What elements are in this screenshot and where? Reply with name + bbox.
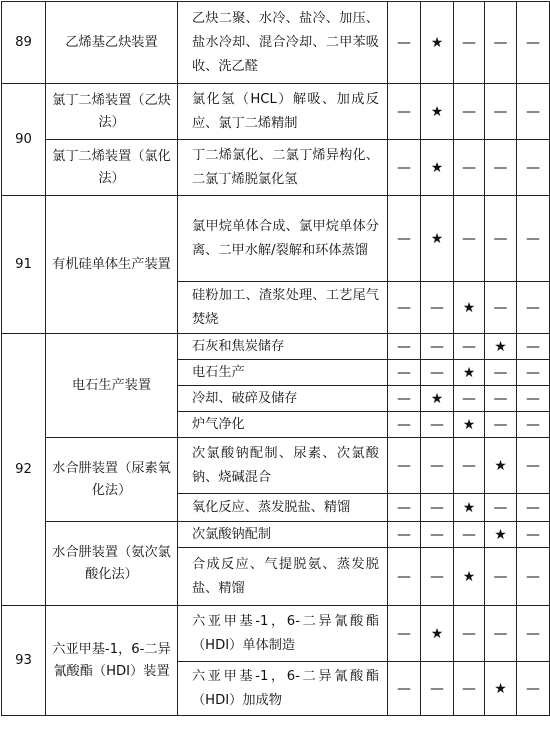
category-mark: — bbox=[485, 84, 517, 140]
category-mark: — bbox=[421, 662, 454, 716]
table-row bbox=[2, 140, 550, 196]
category-mark: — bbox=[485, 282, 517, 334]
item-number: 93 bbox=[2, 606, 46, 716]
process-description: 氧化反应、蒸发脱盐、精馏 bbox=[178, 494, 388, 522]
category-mark: — bbox=[388, 548, 421, 606]
category-mark: — bbox=[421, 522, 454, 548]
category-mark: ★ bbox=[485, 334, 517, 360]
category-mark: — bbox=[454, 522, 485, 548]
device-name: 有机硅单体生产装置 bbox=[46, 196, 178, 334]
category-mark: — bbox=[517, 548, 550, 606]
category-mark: ★ bbox=[454, 494, 485, 522]
category-mark: — bbox=[388, 386, 421, 412]
category-mark: — bbox=[388, 438, 421, 494]
process-description: 六亚甲基-1，6-二异氰酸酯（HDI）加成物 bbox=[178, 662, 388, 716]
table-row bbox=[2, 2, 550, 84]
table-row bbox=[2, 438, 550, 494]
process-description: 冷却、破碎及储存 bbox=[178, 386, 388, 412]
category-mark: — bbox=[388, 606, 421, 662]
category-mark: — bbox=[388, 140, 421, 196]
category-mark: ★ bbox=[454, 360, 485, 386]
category-mark: — bbox=[454, 334, 485, 360]
category-mark: — bbox=[388, 2, 421, 84]
category-mark: — bbox=[517, 84, 550, 140]
category-mark: — bbox=[485, 494, 517, 522]
process-description: 氯化氢（HCL）解吸、加成反应、氯丁二烯精制 bbox=[178, 84, 388, 140]
process-description: 六亚甲基-1，6-二异氰酸酯（HDI）单体制造 bbox=[178, 606, 388, 662]
category-mark: — bbox=[388, 334, 421, 360]
category-mark: — bbox=[517, 282, 550, 334]
category-mark: — bbox=[454, 140, 485, 196]
category-mark: — bbox=[421, 360, 454, 386]
category-mark: ★ bbox=[454, 548, 485, 606]
category-mark: — bbox=[517, 196, 550, 282]
category-mark: — bbox=[517, 140, 550, 196]
category-mark: — bbox=[421, 282, 454, 334]
process-description: 炉气净化 bbox=[178, 412, 388, 438]
category-mark: — bbox=[517, 494, 550, 522]
category-mark: — bbox=[517, 360, 550, 386]
category-mark: — bbox=[388, 494, 421, 522]
category-mark: — bbox=[388, 360, 421, 386]
category-mark: ★ bbox=[421, 140, 454, 196]
category-mark: ★ bbox=[421, 196, 454, 282]
category-mark: — bbox=[454, 662, 485, 716]
category-mark: — bbox=[517, 334, 550, 360]
classification-table bbox=[1, 1, 550, 716]
category-mark: — bbox=[388, 522, 421, 548]
category-mark: ★ bbox=[485, 522, 517, 548]
category-mark: — bbox=[485, 360, 517, 386]
category-mark: — bbox=[517, 522, 550, 548]
category-mark: — bbox=[485, 386, 517, 412]
category-mark: — bbox=[485, 196, 517, 282]
process-description: 丁二烯氯化、二氯丁烯异构化、二氯丁烯脱氯化氢 bbox=[178, 140, 388, 196]
process-description: 次氯酸钠配制 bbox=[178, 522, 388, 548]
table-row bbox=[2, 334, 550, 360]
process-description: 乙炔二聚、水冷、盐冷、加压、盐水冷却、混合冷却、二甲苯吸收、洗乙醛 bbox=[178, 2, 388, 84]
category-mark: — bbox=[421, 334, 454, 360]
device-name: 六亚甲基-1，6-二异氰酸酯（HDI）装置 bbox=[46, 606, 178, 716]
category-mark: — bbox=[454, 2, 485, 84]
category-mark: — bbox=[388, 196, 421, 282]
process-description: 次氯酸钠配制、尿素、次氯酸钠、烧碱混合 bbox=[178, 438, 388, 494]
category-mark: — bbox=[421, 494, 454, 522]
category-mark: — bbox=[517, 662, 550, 716]
category-mark: ★ bbox=[421, 386, 454, 412]
device-name: 水合肼装置（尿素氧化法） bbox=[46, 438, 178, 522]
item-number: 90 bbox=[2, 84, 46, 196]
category-mark: — bbox=[388, 282, 421, 334]
item-number: 91 bbox=[2, 196, 46, 334]
device-name: 水合肼装置（氨次氯酸化法） bbox=[46, 522, 178, 606]
category-mark: — bbox=[485, 548, 517, 606]
table-row bbox=[2, 84, 550, 140]
category-mark: — bbox=[517, 412, 550, 438]
category-mark: — bbox=[517, 606, 550, 662]
table-row bbox=[2, 196, 550, 282]
category-mark: — bbox=[517, 386, 550, 412]
category-mark: — bbox=[454, 84, 485, 140]
category-mark: — bbox=[454, 196, 485, 282]
category-mark: ★ bbox=[454, 412, 485, 438]
category-mark: — bbox=[485, 412, 517, 438]
table-row bbox=[2, 606, 550, 662]
category-mark: — bbox=[517, 438, 550, 494]
category-mark: — bbox=[485, 2, 517, 84]
category-mark: — bbox=[388, 412, 421, 438]
category-mark: ★ bbox=[421, 2, 454, 84]
table-body bbox=[2, 2, 550, 716]
process-description: 电石生产 bbox=[178, 360, 388, 386]
device-name: 电石生产装置 bbox=[46, 334, 178, 438]
item-number: 92 bbox=[2, 334, 46, 606]
category-mark: ★ bbox=[454, 282, 485, 334]
category-mark: — bbox=[454, 386, 485, 412]
category-mark: — bbox=[485, 606, 517, 662]
process-description: 硅粉加工、渣浆处理、工艺尾气焚烧 bbox=[178, 282, 388, 334]
category-mark: ★ bbox=[421, 84, 454, 140]
category-mark: — bbox=[454, 606, 485, 662]
category-mark: — bbox=[517, 2, 550, 84]
category-mark: — bbox=[388, 662, 421, 716]
category-mark: ★ bbox=[485, 662, 517, 716]
process-description: 氯甲烷单体合成、氯甲烷单体分离、二甲水解/裂解和环体蒸馏 bbox=[178, 196, 388, 282]
process-description: 石灰和焦炭储存 bbox=[178, 334, 388, 360]
category-mark: — bbox=[454, 438, 485, 494]
table-row bbox=[2, 522, 550, 548]
category-mark: ★ bbox=[485, 438, 517, 494]
item-number: 89 bbox=[2, 2, 46, 84]
category-mark: — bbox=[388, 84, 421, 140]
process-description: 合成反应、气提脱氨、蒸发脱盐、精馏 bbox=[178, 548, 388, 606]
device-name: 氯丁二烯装置（乙炔法） bbox=[46, 84, 178, 140]
category-mark: — bbox=[421, 438, 454, 494]
category-mark: — bbox=[421, 412, 454, 438]
category-mark: — bbox=[421, 548, 454, 606]
category-mark: — bbox=[485, 140, 517, 196]
category-mark: ★ bbox=[421, 606, 454, 662]
device-name: 氯丁二烯装置（氯化法） bbox=[46, 140, 178, 196]
device-name: 乙烯基乙炔装置 bbox=[46, 2, 178, 84]
